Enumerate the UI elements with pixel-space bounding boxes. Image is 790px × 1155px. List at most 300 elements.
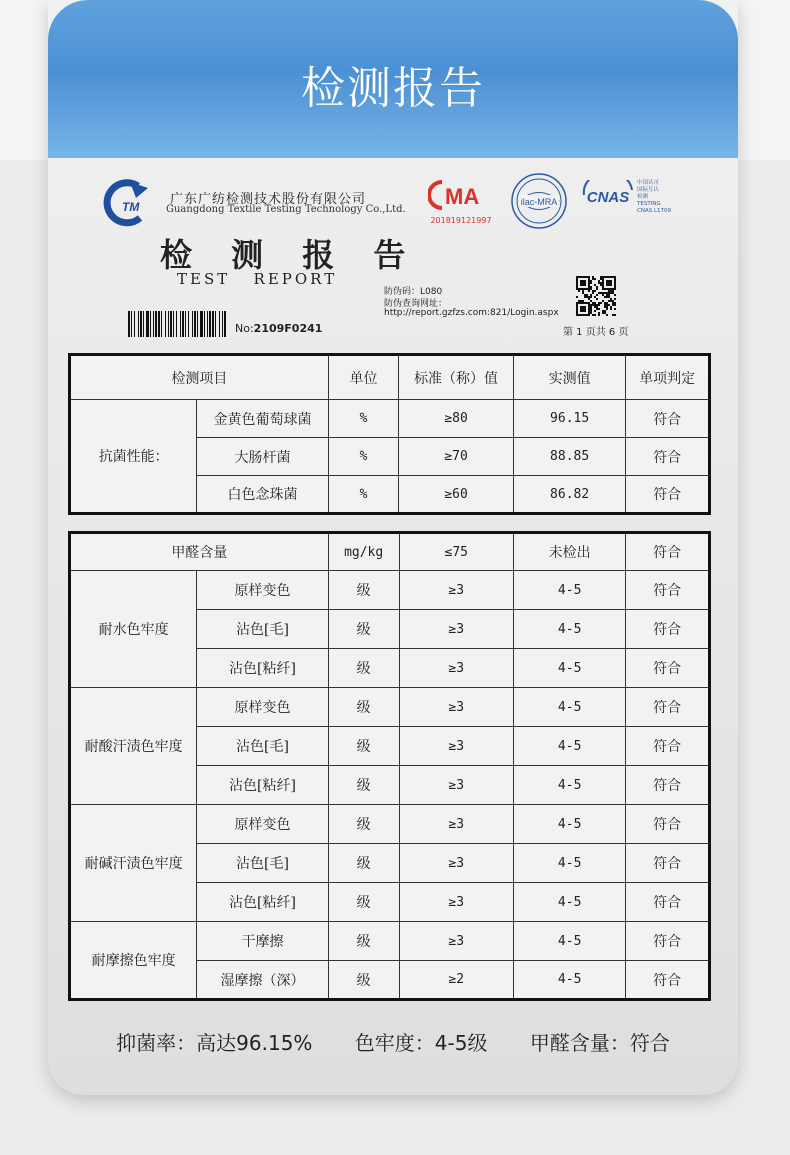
qr-module bbox=[614, 298, 616, 300]
qr-module bbox=[606, 308, 608, 310]
judgement: 符合 bbox=[626, 922, 710, 961]
qr-module bbox=[606, 304, 608, 306]
barcode-bar bbox=[143, 311, 144, 337]
qr-module bbox=[596, 288, 598, 290]
qr-module bbox=[584, 310, 586, 312]
cma-cert bbox=[428, 178, 494, 226]
item-name: 金黄色葡萄球菌 bbox=[197, 400, 328, 438]
qr-module bbox=[582, 306, 584, 308]
qr-module bbox=[580, 302, 582, 304]
qr-module bbox=[588, 276, 590, 278]
qr-module bbox=[588, 280, 590, 282]
qr-module bbox=[614, 314, 616, 316]
qr-module bbox=[594, 296, 596, 298]
qr-module bbox=[576, 308, 578, 310]
qr-module bbox=[592, 302, 594, 304]
judgement: 符合 bbox=[626, 438, 710, 476]
qr-module bbox=[612, 292, 614, 294]
cma-logo-icon bbox=[428, 178, 494, 212]
qr-module bbox=[602, 280, 604, 282]
svg-text:MA: MA bbox=[445, 184, 480, 209]
barcode-bar bbox=[212, 311, 214, 337]
qr-module bbox=[610, 282, 612, 284]
qr-module bbox=[584, 280, 586, 282]
report-number-label: No: bbox=[235, 322, 254, 335]
unit: 级 bbox=[328, 610, 399, 649]
qr-module bbox=[602, 288, 604, 290]
qr-module bbox=[606, 288, 608, 290]
table-row bbox=[70, 571, 710, 610]
measured: 4-5 bbox=[513, 649, 625, 688]
qr-module bbox=[604, 310, 606, 312]
standard: ≥3 bbox=[399, 610, 513, 649]
qr-module bbox=[598, 302, 600, 304]
standard: ≥2 bbox=[399, 961, 513, 1000]
qr-module bbox=[614, 294, 616, 296]
qr-module bbox=[612, 304, 614, 306]
qr-module bbox=[602, 300, 604, 302]
unit: 级 bbox=[328, 844, 399, 883]
qr-module bbox=[576, 314, 578, 316]
qr-module bbox=[598, 304, 600, 306]
qr-module bbox=[584, 296, 586, 298]
qr-module bbox=[582, 288, 584, 290]
qr-module bbox=[612, 302, 614, 304]
qr-module bbox=[586, 288, 588, 290]
cnas-line: TESTING bbox=[637, 201, 661, 207]
standard: ≤75 bbox=[399, 533, 513, 571]
barcode-bar bbox=[209, 311, 211, 337]
standard: ≥3 bbox=[399, 727, 513, 766]
item-name: 沾色[毛] bbox=[197, 727, 328, 766]
standard: ≥3 bbox=[399, 688, 513, 727]
qr-module bbox=[580, 310, 582, 312]
qr-module bbox=[608, 282, 610, 284]
qr-module bbox=[610, 276, 612, 278]
item-name: 沾色[粘纤] bbox=[197, 766, 328, 805]
qr-module bbox=[580, 282, 582, 284]
qr-module bbox=[606, 280, 608, 282]
qr-module bbox=[586, 302, 588, 304]
qr-module bbox=[602, 312, 604, 314]
unit: 级 bbox=[328, 649, 399, 688]
measured: 4-5 bbox=[513, 610, 625, 649]
unit: 级 bbox=[328, 961, 399, 1000]
measured: 4-5 bbox=[513, 883, 625, 922]
item-name: 原样变色 bbox=[197, 688, 328, 727]
qr-module bbox=[588, 290, 590, 292]
qr-module bbox=[578, 290, 580, 292]
qr-module bbox=[596, 304, 598, 306]
qr-module bbox=[580, 288, 582, 290]
measured: 4-5 bbox=[513, 844, 625, 883]
measured: 4-5 bbox=[513, 727, 625, 766]
barcode-bar bbox=[204, 311, 205, 337]
qr-code-icon[interactable] bbox=[576, 276, 616, 316]
ilac-mra-icon bbox=[510, 172, 568, 230]
qr-module bbox=[610, 292, 612, 294]
qr-module bbox=[604, 276, 606, 278]
qr-module bbox=[594, 310, 596, 312]
qr-module bbox=[578, 314, 580, 316]
judgement: 符合 bbox=[626, 476, 710, 514]
qr-module bbox=[606, 292, 608, 294]
qr-module bbox=[588, 310, 590, 312]
qr-module bbox=[602, 278, 604, 280]
table-header-row bbox=[70, 355, 710, 400]
judgement: 符合 bbox=[626, 727, 710, 766]
group-label: 耐碱汗渍色牢度 bbox=[70, 805, 197, 922]
measured: 96.15 bbox=[513, 400, 626, 438]
qr-module bbox=[612, 300, 614, 302]
table-row bbox=[70, 533, 710, 571]
qr-module bbox=[602, 310, 604, 312]
qr-module bbox=[604, 296, 606, 298]
qr-module bbox=[592, 290, 594, 292]
judgement: 符合 bbox=[626, 400, 710, 438]
qr-module bbox=[580, 300, 582, 302]
barcode-bar bbox=[155, 311, 157, 337]
item-name: 湿摩擦（深） bbox=[197, 961, 328, 1000]
barcode-bar bbox=[165, 311, 166, 337]
barcode-bar bbox=[224, 311, 226, 337]
standard: ≥3 bbox=[399, 571, 513, 610]
item-name: 沾色[粘纤] bbox=[197, 649, 328, 688]
qr-module bbox=[590, 296, 592, 298]
qr-module bbox=[586, 314, 588, 316]
header-measured: 实测值 bbox=[513, 355, 626, 400]
qr-module bbox=[576, 304, 578, 306]
barcode-bar bbox=[188, 311, 189, 337]
barcode-bar bbox=[153, 311, 154, 337]
qr-module bbox=[600, 292, 602, 294]
report-number-value: 2109F0241 bbox=[253, 322, 323, 335]
qr-module bbox=[594, 302, 596, 304]
table-row bbox=[70, 805, 710, 844]
qr-module bbox=[604, 292, 606, 294]
qr-module bbox=[614, 308, 616, 310]
qr-module bbox=[608, 276, 610, 278]
judgement: 符合 bbox=[626, 961, 710, 1000]
standard: ≥60 bbox=[399, 476, 514, 514]
qr-module bbox=[576, 302, 578, 304]
group-label: 抗菌性能： bbox=[70, 400, 197, 514]
anti-fake-code: 防伪码：L080 bbox=[384, 287, 443, 297]
qr-module bbox=[602, 286, 604, 288]
measured: 4-5 bbox=[513, 766, 625, 805]
qr-module bbox=[576, 310, 578, 312]
barcode-bar bbox=[168, 311, 169, 337]
qr-module bbox=[610, 284, 612, 286]
qr-module bbox=[588, 284, 590, 286]
barcode-bar bbox=[219, 311, 220, 337]
standard: ≥3 bbox=[399, 922, 513, 961]
qr-module bbox=[592, 314, 594, 316]
barcode-bar bbox=[192, 311, 193, 337]
barcode-bar bbox=[158, 311, 160, 337]
standard: ≥3 bbox=[399, 805, 513, 844]
qr-module bbox=[588, 278, 590, 280]
qr-module bbox=[588, 298, 590, 300]
qr-module bbox=[598, 312, 600, 314]
qr-module bbox=[608, 294, 610, 296]
qr-module bbox=[582, 280, 584, 282]
qr-module bbox=[578, 302, 580, 304]
item-name: 大肠杆菌 bbox=[197, 438, 328, 476]
header-title: 检测报告 bbox=[301, 63, 485, 114]
qr-module bbox=[610, 280, 612, 282]
qr-module bbox=[578, 276, 580, 278]
item-name: 沾色[毛] bbox=[197, 844, 328, 883]
qr-module bbox=[606, 284, 608, 286]
qr-module bbox=[598, 308, 600, 310]
qr-module bbox=[576, 282, 578, 284]
qr-module bbox=[588, 296, 590, 298]
measured: 86.82 bbox=[513, 476, 626, 514]
group-label: 耐酸汗渍色牢度 bbox=[70, 688, 197, 805]
standard: ≥3 bbox=[399, 844, 513, 883]
measured: 4-5 bbox=[513, 961, 625, 1000]
qr-module bbox=[592, 304, 594, 306]
qr-module bbox=[576, 296, 578, 298]
judgement: 符合 bbox=[626, 883, 710, 922]
company-name-cn: 广东广纺检测技术股份有限公司 bbox=[170, 192, 367, 207]
qr-module bbox=[606, 282, 608, 284]
qr-module bbox=[578, 300, 580, 302]
antibacterial-table bbox=[68, 353, 711, 515]
qr-module bbox=[610, 288, 612, 290]
judgement: 符合 bbox=[626, 844, 710, 883]
cnas-line: CNAS L1709 bbox=[637, 208, 672, 214]
qr-module bbox=[608, 284, 610, 286]
qr-module bbox=[584, 294, 586, 296]
qr-module bbox=[590, 308, 592, 310]
qr-module bbox=[588, 302, 590, 304]
qr-module bbox=[600, 284, 602, 286]
qr-module bbox=[580, 308, 582, 310]
item-name: 原样变色 bbox=[197, 805, 328, 844]
qr-module bbox=[576, 312, 578, 314]
qr-module bbox=[582, 276, 584, 278]
svg-text:ilac-MRA: ilac-MRA bbox=[520, 197, 558, 207]
qr-module bbox=[612, 276, 614, 278]
qr-module bbox=[606, 296, 608, 298]
qr-module bbox=[586, 294, 588, 296]
qr-module bbox=[592, 276, 594, 278]
qr-module bbox=[582, 292, 584, 294]
item-name: 甲醛含量 bbox=[70, 533, 329, 571]
barcode-bar bbox=[215, 311, 216, 337]
standard: ≥3 bbox=[399, 649, 513, 688]
qr-module bbox=[588, 312, 590, 314]
qr-module bbox=[594, 304, 596, 306]
qr-module bbox=[586, 296, 588, 298]
measured: 4-5 bbox=[513, 805, 625, 844]
item-name: 白色念珠菌 bbox=[197, 476, 328, 514]
unit: 级 bbox=[328, 922, 399, 961]
measured: 4-5 bbox=[513, 922, 625, 961]
item-name: 原样变色 bbox=[197, 571, 328, 610]
qr-module bbox=[582, 300, 584, 302]
qr-module bbox=[612, 288, 614, 290]
cma-number: 201819121997 bbox=[430, 216, 492, 225]
qr-module bbox=[602, 294, 604, 296]
qr-module bbox=[588, 288, 590, 290]
qr-module bbox=[614, 276, 616, 278]
qr-module bbox=[604, 302, 606, 304]
qr-module bbox=[596, 306, 598, 308]
qr-module bbox=[598, 280, 600, 282]
qr-module bbox=[596, 308, 598, 310]
unit: % bbox=[328, 438, 399, 476]
unit: 级 bbox=[328, 727, 399, 766]
qr-module bbox=[592, 278, 594, 280]
summary-footer bbox=[48, 1027, 738, 1056]
qr-module bbox=[588, 286, 590, 288]
qr-module bbox=[614, 280, 616, 282]
qr-module bbox=[576, 280, 578, 282]
barcode-bar bbox=[222, 311, 223, 337]
barcode-bar bbox=[200, 311, 203, 337]
qr-module bbox=[608, 290, 610, 292]
qr-module bbox=[590, 282, 592, 284]
barcode-bar bbox=[161, 311, 162, 337]
qr-module bbox=[590, 310, 592, 312]
summary-color-fastness: 色牢度：4-5级 bbox=[354, 1031, 488, 1055]
qr-module bbox=[584, 288, 586, 290]
qr-module bbox=[602, 282, 604, 284]
qr-module bbox=[590, 306, 592, 308]
item-name: 沾色[毛] bbox=[197, 610, 328, 649]
barcode-bar bbox=[185, 311, 186, 337]
qr-module bbox=[580, 280, 582, 282]
qr-module bbox=[582, 290, 584, 292]
barcode-icon bbox=[128, 311, 226, 337]
qr-module bbox=[582, 314, 584, 316]
barcode-bar bbox=[207, 311, 208, 337]
qr-module bbox=[608, 280, 610, 282]
report-title-cn: 检 测 报 告 bbox=[160, 236, 420, 274]
summary-formaldehyde: 甲醛含量：符合 bbox=[529, 1031, 670, 1055]
svg-text:CNAS: CNAS bbox=[586, 189, 630, 206]
judgement: 符合 bbox=[626, 649, 710, 688]
judgement: 符合 bbox=[626, 571, 710, 610]
qr-module bbox=[606, 294, 608, 296]
qr-module bbox=[596, 286, 598, 288]
qr-module bbox=[594, 306, 596, 308]
measured: 4-5 bbox=[513, 688, 625, 727]
qr-module bbox=[614, 304, 616, 306]
standard: ≥80 bbox=[399, 400, 514, 438]
qr-module bbox=[580, 306, 582, 308]
header-item: 检测项目 bbox=[70, 355, 329, 400]
qr-module bbox=[610, 300, 612, 302]
qr-module bbox=[598, 292, 600, 294]
barcode-bar bbox=[194, 311, 196, 337]
qr-module bbox=[580, 276, 582, 278]
table-row bbox=[70, 400, 710, 438]
qr-module bbox=[584, 302, 586, 304]
group-label: 耐摩擦色牢度 bbox=[70, 922, 197, 1000]
report-number bbox=[235, 322, 322, 335]
qr-module bbox=[584, 314, 586, 316]
standard: ≥70 bbox=[399, 438, 514, 476]
qr-module bbox=[610, 306, 612, 308]
judgement: 符合 bbox=[626, 610, 710, 649]
barcode-bar bbox=[128, 311, 130, 337]
standard: ≥3 bbox=[399, 883, 513, 922]
anti-fake-url[interactable]: http://report.gzfzs.com:821/Login.aspx bbox=[384, 308, 559, 318]
cnas-cert bbox=[580, 180, 680, 220]
measured: 4-5 bbox=[513, 571, 625, 610]
judgement: 符合 bbox=[626, 805, 710, 844]
qr-module bbox=[596, 294, 598, 296]
qr-module bbox=[578, 288, 580, 290]
cnas-logo-icon bbox=[580, 180, 636, 210]
qr-module bbox=[592, 292, 594, 294]
barcode-bar bbox=[182, 311, 184, 337]
unit: 级 bbox=[328, 766, 399, 805]
header-standard: 标准（称）值 bbox=[399, 355, 514, 400]
qr-module bbox=[580, 284, 582, 286]
header-judgement: 单项判定 bbox=[626, 355, 710, 400]
cnas-line: 国际互认 bbox=[637, 187, 660, 193]
barcode-bar bbox=[197, 311, 198, 337]
qr-module bbox=[590, 304, 592, 306]
judgement: 符合 bbox=[626, 533, 710, 571]
svg-text:TM: TM bbox=[122, 200, 140, 214]
unit: 级 bbox=[328, 688, 399, 727]
qr-module bbox=[600, 278, 602, 280]
qr-module bbox=[584, 276, 586, 278]
qr-module bbox=[594, 284, 596, 286]
barcode-bar bbox=[146, 311, 149, 337]
barcode-bar bbox=[138, 311, 139, 337]
qr-module bbox=[608, 304, 610, 306]
qr-module bbox=[608, 292, 610, 294]
qr-module bbox=[608, 296, 610, 298]
qr-module bbox=[604, 288, 606, 290]
judgement: 符合 bbox=[626, 688, 710, 727]
qr-module bbox=[584, 308, 586, 310]
qr-module bbox=[602, 284, 604, 286]
qr-module bbox=[614, 288, 616, 290]
qr-module bbox=[590, 312, 592, 314]
qr-module bbox=[584, 284, 586, 286]
qr-module bbox=[606, 306, 608, 308]
qr-module bbox=[600, 302, 602, 304]
qr-module bbox=[588, 304, 590, 306]
qr-module bbox=[602, 292, 604, 294]
qr-module bbox=[614, 278, 616, 280]
qr-module bbox=[582, 284, 584, 286]
header-unit: 单位 bbox=[328, 355, 399, 400]
color-fastness-table bbox=[68, 531, 711, 1001]
item-name: 沾色[粘纤] bbox=[197, 883, 328, 922]
barcode-bar bbox=[150, 311, 151, 337]
measured: 未检出 bbox=[513, 533, 625, 571]
table-row bbox=[70, 922, 710, 961]
qr-module bbox=[590, 288, 592, 290]
qr-module bbox=[608, 300, 610, 302]
report-title-en: TEST REPORT bbox=[177, 270, 338, 288]
qr-module bbox=[590, 294, 592, 296]
barcode-bar bbox=[180, 311, 181, 337]
qr-module bbox=[580, 314, 582, 316]
qr-module bbox=[614, 282, 616, 284]
standard: ≥3 bbox=[399, 766, 513, 805]
item-name: 干摩擦 bbox=[197, 922, 328, 961]
